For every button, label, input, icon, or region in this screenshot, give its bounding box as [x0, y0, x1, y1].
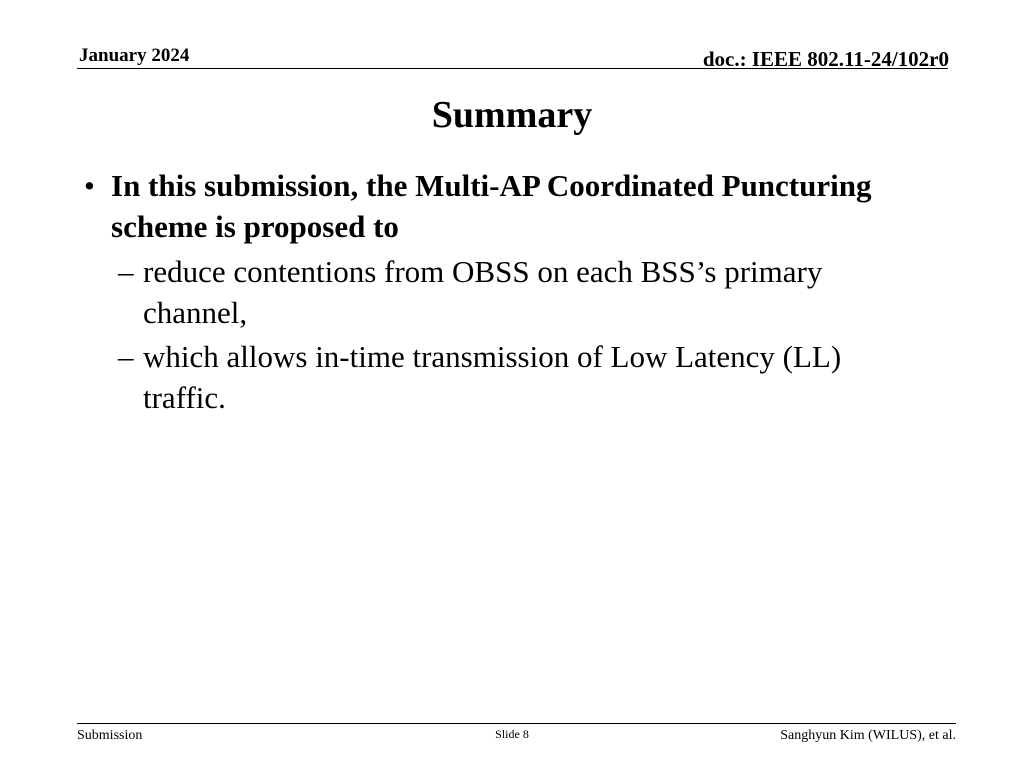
bullet-item [84, 165, 964, 247]
footer-authors: Sanghyun Kim (WILUS), et al. [780, 728, 956, 743]
bullet-marker: • [84, 168, 95, 203]
footer-divider [77, 723, 956, 724]
sub-bullet-text: reduce contentions from OBSS on each BSS’s primary channel, [143, 254, 823, 330]
bullet-text: In this submission, the Multi-AP Coordinated Puncturing scheme is proposed to [111, 168, 872, 244]
document-id: doc.: IEEE 802.11-24/102r0 [702, 47, 949, 71]
slide-title: Summary [431, 94, 593, 136]
footer-submission-label: Submission [77, 728, 143, 743]
sub-bullet-item [118, 336, 918, 418]
header-divider [77, 68, 948, 69]
sub-bullet-marker: – [118, 339, 134, 374]
slide-number: Slide 8 [495, 727, 529, 741]
sub-bullet-text: which allows in-time transmission of Low Latency (LL) traffic. [143, 339, 842, 415]
sub-bullet-marker: – [118, 254, 134, 289]
sub-bullet-item [118, 251, 918, 333]
header-date: January 2024 [79, 45, 190, 66]
